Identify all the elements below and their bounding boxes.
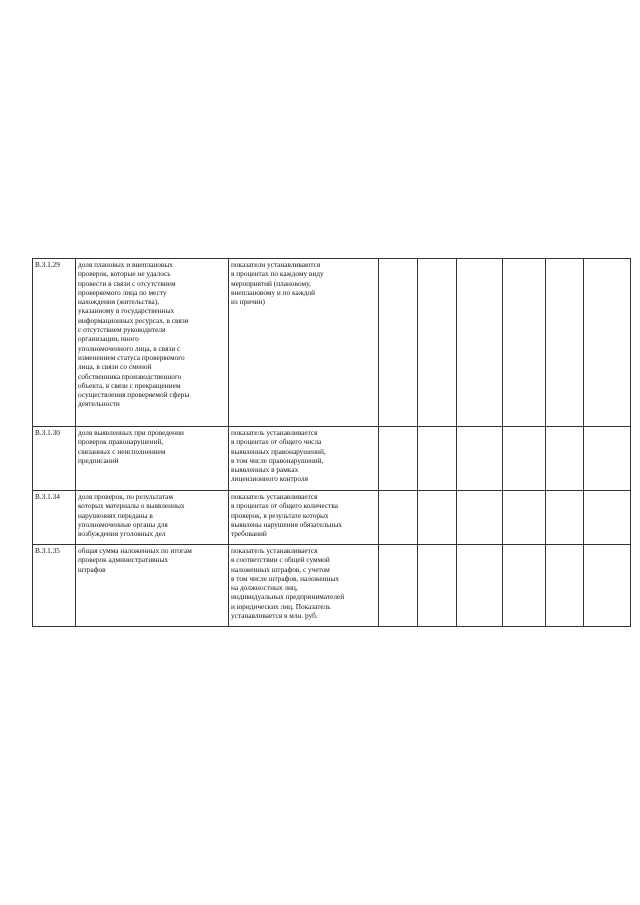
indicator-note: показатель устанавливается в соответствии с общей суммой наложенных штрафов, с учетом в том числе штрафов, наложенных на должностных лиц, индивидуальных предпринимателей и юридических лиц. Показатель устанавливается в млн. руб. [229,545,379,627]
value-cell [418,545,457,627]
value-cell [584,427,631,491]
value-cell [379,545,418,627]
indicator-name: доля проверок, по результатам которых материалы о выявленных нарушениях переданы в уполномоченные органы для возбуждения уголовных дел [76,491,229,545]
value-cell [546,491,584,545]
indicator-note: показатель устанавливается в процентах от общего числа выявленных правонарушений, в том числе правонарушений, выявленных в рамках лицензионного контроля [229,427,379,491]
indicators-table [32,258,631,627]
value-cell [503,491,546,545]
value-cell [418,259,457,427]
value-cell [418,491,457,545]
indicator-code: В.3.1.34 [33,491,76,545]
value-cell [546,427,584,491]
value-cell [546,259,584,427]
value-cell [457,545,503,627]
value-cell [418,427,457,491]
table-row [33,259,631,427]
value-cell [584,259,631,427]
indicator-name: доля выявленных при проведении проверок правонарушений, связанных с неисполнением предписаний [76,427,229,491]
value-cell [503,545,546,627]
value-cell [379,259,418,427]
table-row [33,545,631,627]
indicator-note: показатели устанавливаются в процентах по каждому виду мероприятий (плановому, внеплановому и по каждой из причин) [229,259,379,427]
indicator-code: В.3.1.29 [33,259,76,427]
value-cell [457,259,503,427]
table-row [33,427,631,491]
value-cell [584,491,631,545]
value-cell [503,427,546,491]
indicator-code: В.3.1.35 [33,545,76,627]
value-cell [503,259,546,427]
value-cell [457,491,503,545]
indicator-code: В.3.1.30 [33,427,76,491]
table-row [33,491,631,545]
value-cell [379,491,418,545]
value-cell [546,545,584,627]
value-cell [379,427,418,491]
value-cell [457,427,503,491]
indicator-name: доля плановых и внеплановых проверок, которые не удалось провести в связи с отсутствием проверяемого лица по месту нахождения (жительства), указанному в государственных информационных ресурсах, в связи с отсутствием руководителя организации, иного уполномоченного лица, в связи с изменением статуса проверяемого лица, в связи со сменой собственника производственного объекта, в связи с прекращением осуществления проверяемой сферы деятельности [76,259,229,427]
indicator-name: общая сумма наложенных по итогам проверок административных штрафов [76,545,229,627]
indicator-note: показатель устанавливается в процентах от общего количества проверок, в результате которых выявлены нарушения обязательных требований [229,491,379,545]
value-cell [584,545,631,627]
